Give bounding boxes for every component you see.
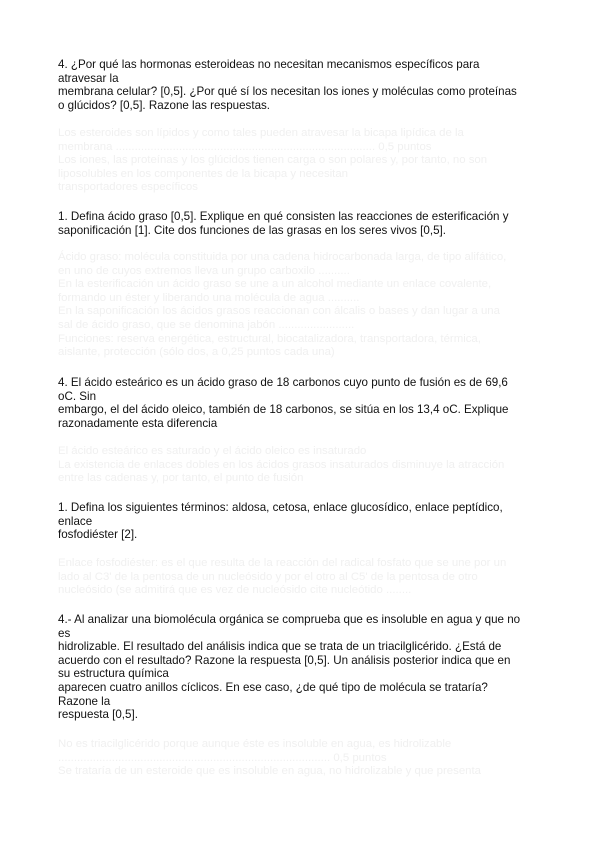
answer-line: aislante, protección (sólo dos, a 0,25 puntos cada una) <box>58 346 335 359</box>
answer-5 <box>58 738 548 779</box>
question-line: razonadamente esta diferencia <box>58 416 218 430</box>
answer-line: formando un éster y liberando una molécula de agua .......... <box>58 291 360 304</box>
answer-line: La existencia de enlaces dobles en los ácidos grasos insaturados disminuye la atracción <box>58 458 505 471</box>
answer-line: En la saponificación los ácidos grasos reaccionan con álcalis o bases y dan lugar a una <box>58 305 500 318</box>
answer-3 <box>58 445 548 486</box>
question-line: fosfodiéster [2]. <box>58 528 138 542</box>
question-line: 4. ¿Por qué las hormonas esteroideas no necesitan mecanismos específicos para <box>58 58 480 71</box>
question-3 <box>58 376 548 430</box>
question-line: 1. Defina ácido graso [0,5]. Explique en qué consisten las reacciones de esterificación y <box>58 210 509 223</box>
question-line: respuesta [0,5]. <box>58 708 138 722</box>
answer-line: Ácido graso: molécula constituida por una cadena hidrocarbonada larga, de tipo alifático, <box>58 251 507 263</box>
answer-line: liposolubles en los componentes de la bicapa y necesitan <box>58 167 349 180</box>
answer-line: lado al C3' de la pentosa de un nucleósido y por el otro al C5' de la pentosa de otro <box>58 570 478 583</box>
question-5 <box>58 613 548 722</box>
question-line: enlace <box>58 514 93 528</box>
answer-4 <box>58 557 548 598</box>
question-line: 1. Defina los siguientes términos: aldosa, cetosa, enlace glucosídico, enlace peptídico, <box>58 501 503 514</box>
question-line: aparecen cuatro anillos cíclicos. En ese caso, ¿de qué tipo de molécula se trataría? <box>58 680 488 694</box>
question-line: es <box>58 626 71 640</box>
answer-line: Los iones, las proteínas y los glúcidos tienen carga o son polares y, por tanto, no son <box>58 154 488 167</box>
question-line: membrana celular? [0,5]. ¿Por qué sí los necesitan los iones y moléculas como proteínas <box>58 85 517 99</box>
question-line: saponificación [1]. Cite dos funciones de las grasas en los seres vivos [0,5]. <box>58 223 446 237</box>
answer-line: transportadores específicos <box>58 181 198 194</box>
question-line: atravesar la <box>58 71 119 85</box>
answer-line: Se trataría de un esteroide que es insoluble en agua, no hidrolizable y que presenta <box>58 765 482 778</box>
answer-line: Funciones: reserva energética, estructural, biocatalizadora, transportadora, térmica, <box>58 332 481 345</box>
question-2 <box>58 210 548 237</box>
answer-line: Enlace fosfodiéster: es el que resulta de la reacción del radical fosfato que se une por un <box>58 557 507 569</box>
answer-line: en uno de cuyos extremos lleva un grupo carboxilo .......... <box>58 264 350 277</box>
answer-line: entre las cadenas y, por tanto, el punto de fusión <box>58 472 304 485</box>
answer-line: En la esterificación un ácido graso se une a un alcohol mediante un enlace covalente, <box>58 278 492 291</box>
question-line: su estructura química <box>58 667 169 681</box>
question-line: acuerdo con el resultado? Razone la respuesta [0,5]. Un análisis posterior indica que en <box>58 653 511 667</box>
answer-line: No es triacilglicérido porque aunque éste es insoluble en agua, es hidrolizable <box>58 738 452 750</box>
answer-line: nucleósido (se admitirá que es vez de nucleósido cite nucleótido ........ <box>58 584 412 597</box>
question-line: 4. El ácido esteárico es un ácido graso de 18 carbonos cuyo punto de fusión es de 69,6 <box>58 376 508 389</box>
question-1 <box>58 58 548 112</box>
question-line: o glúcidos? [0,5]. Razone las respuestas. <box>58 98 271 112</box>
question-4 <box>58 501 548 542</box>
answer-line: El ácido esteárico es saturado y el ácido oleico es insaturado <box>58 445 367 457</box>
answer-1 <box>58 127 548 195</box>
question-line: 4.- Al analizar una biomolécula orgánica se comprueba que es insoluble en agua y que no <box>58 613 521 626</box>
answer-line: membrana .................................................................................. 0,5 puntos <box>58 140 432 153</box>
answer-2 <box>58 251 548 360</box>
question-line: oC. Sin <box>58 389 97 403</box>
answer-line: sal de ácido graso, que se denomina jabón ........................ <box>58 318 355 331</box>
question-line: hidrolizable. El resultado del análisis indica que se trata de un triacilglicérido. ¿Está de <box>58 640 502 654</box>
answer-line: Los esteroides son lípidos y como tales pueden atravesar la bicapa lipídica de la <box>58 127 464 139</box>
question-line: Razone la <box>58 694 111 708</box>
question-line: embargo, el del ácido oleico, también de 18 carbonos, se sitúa en los 13,4 oC. Explique <box>58 403 509 417</box>
answer-line: ...................................................................................... 0,5 puntos <box>58 751 387 764</box>
